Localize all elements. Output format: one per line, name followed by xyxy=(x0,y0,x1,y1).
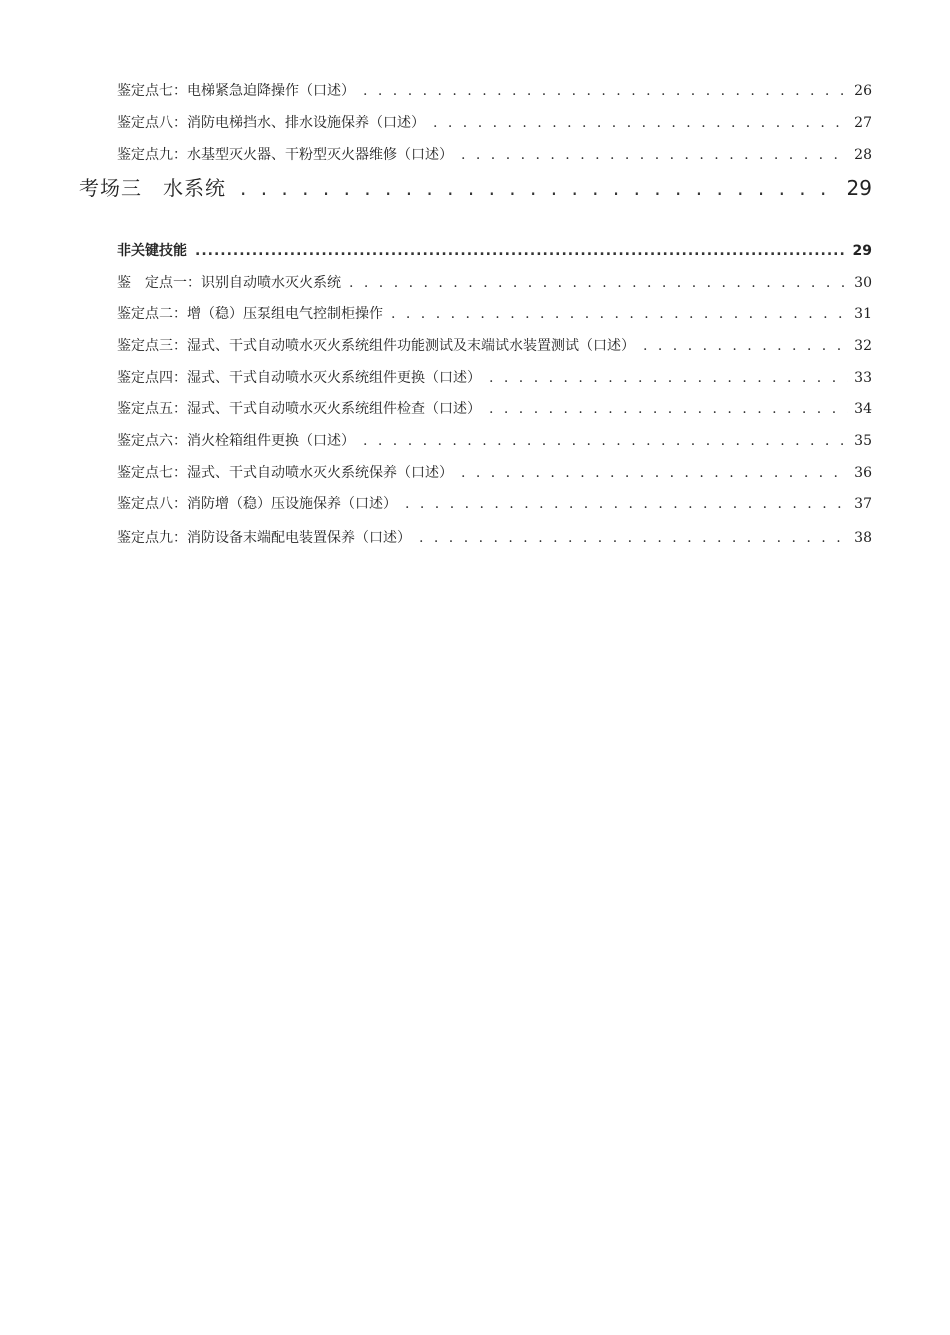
dot-leader xyxy=(363,431,848,451)
dot-leader xyxy=(461,145,848,165)
toc-chapter-page: 29 xyxy=(846,176,872,200)
toc-entry-page: 26 xyxy=(854,83,872,99)
toc-entry-page: 38 xyxy=(854,530,872,546)
dot-leader xyxy=(461,463,848,483)
toc-entry-page: 31 xyxy=(854,306,872,322)
dot-leader xyxy=(349,273,848,293)
toc-entry[interactable] xyxy=(117,431,872,451)
toc-entry[interactable] xyxy=(117,368,872,388)
toc-entry-label: 鉴定点五：湿式、干式自动喷水灭火系统组件检查（口述） xyxy=(117,401,481,417)
toc-entry[interactable] xyxy=(117,463,872,483)
toc-chapter-title: 考场三 水系统 xyxy=(79,176,226,200)
dot-leader xyxy=(489,399,848,419)
toc-entry-label: 鉴 定点一：识别自动喷水灭火系统 xyxy=(117,275,341,291)
toc-entry-page: 32 xyxy=(854,338,872,354)
toc-entry[interactable] xyxy=(117,399,872,419)
toc-entry-label: 鉴定点二：增（稳）压泵组电气控制柜操作 xyxy=(117,306,383,322)
toc-entry-label: 鉴定点七：湿式、干式自动喷水灭火系统保养（口述） xyxy=(117,465,453,481)
toc-entry-label: 鉴定点九：消防设备末端配电装置保养（口述） xyxy=(117,530,411,546)
dot-leader xyxy=(195,241,847,261)
toc-entry[interactable] xyxy=(117,494,872,514)
dot-leader xyxy=(489,368,848,388)
dot-leader xyxy=(363,81,848,101)
dot-leader xyxy=(433,113,848,133)
toc-entry[interactable] xyxy=(117,145,872,165)
toc-entry-label: 鉴定点六：消火栓箱组件更换（口述） xyxy=(117,433,355,449)
dot-leader xyxy=(405,494,848,514)
toc-entry-page: 37 xyxy=(854,496,872,512)
dot-leader xyxy=(240,174,841,202)
toc-entry[interactable] xyxy=(117,113,872,133)
toc-entry-page: 27 xyxy=(854,115,872,131)
toc-entry-label: 鉴定点八：消防增（稳）压设施保养（口述） xyxy=(117,496,397,512)
dot-leader xyxy=(391,304,848,324)
toc-entry-page: 33 xyxy=(854,370,872,386)
toc-entry-label: 鉴定点四：湿式、干式自动喷水灭火系统组件更换（口述） xyxy=(117,370,481,386)
dot-leader xyxy=(643,336,848,356)
toc-entry-page: 34 xyxy=(854,401,872,417)
toc-entry[interactable] xyxy=(117,336,872,356)
toc-entry-page: 35 xyxy=(854,433,872,449)
toc-entry-label: 鉴定点九：水基型灭火器、干粉型灭火器维修（口述） xyxy=(117,147,453,163)
toc-chapter[interactable] xyxy=(79,174,872,202)
toc-entry-page: 30 xyxy=(854,275,872,291)
toc-subsection-page: 29 xyxy=(852,243,872,259)
dot-leader xyxy=(419,528,848,548)
toc-entry-label: 鉴定点八：消防电梯挡水、排水设施保养（口述） xyxy=(117,115,425,131)
toc-entry-page: 28 xyxy=(854,147,872,163)
toc-subsection[interactable] xyxy=(117,241,872,261)
toc-entry[interactable] xyxy=(117,273,872,293)
toc-entry[interactable] xyxy=(117,304,872,324)
toc-entry-page: 36 xyxy=(854,465,872,481)
toc-entry[interactable] xyxy=(117,81,872,101)
toc-entry-label: 鉴定点七：电梯紧急迫降操作（口述） xyxy=(117,83,355,99)
toc-subsection-label: 非关键技能 xyxy=(117,243,187,259)
toc-entry-label: 鉴定点三：湿式、干式自动喷水灭火系统组件功能测试及末端试水装置测试（口述） xyxy=(117,338,635,354)
toc-entry[interactable] xyxy=(117,528,872,548)
